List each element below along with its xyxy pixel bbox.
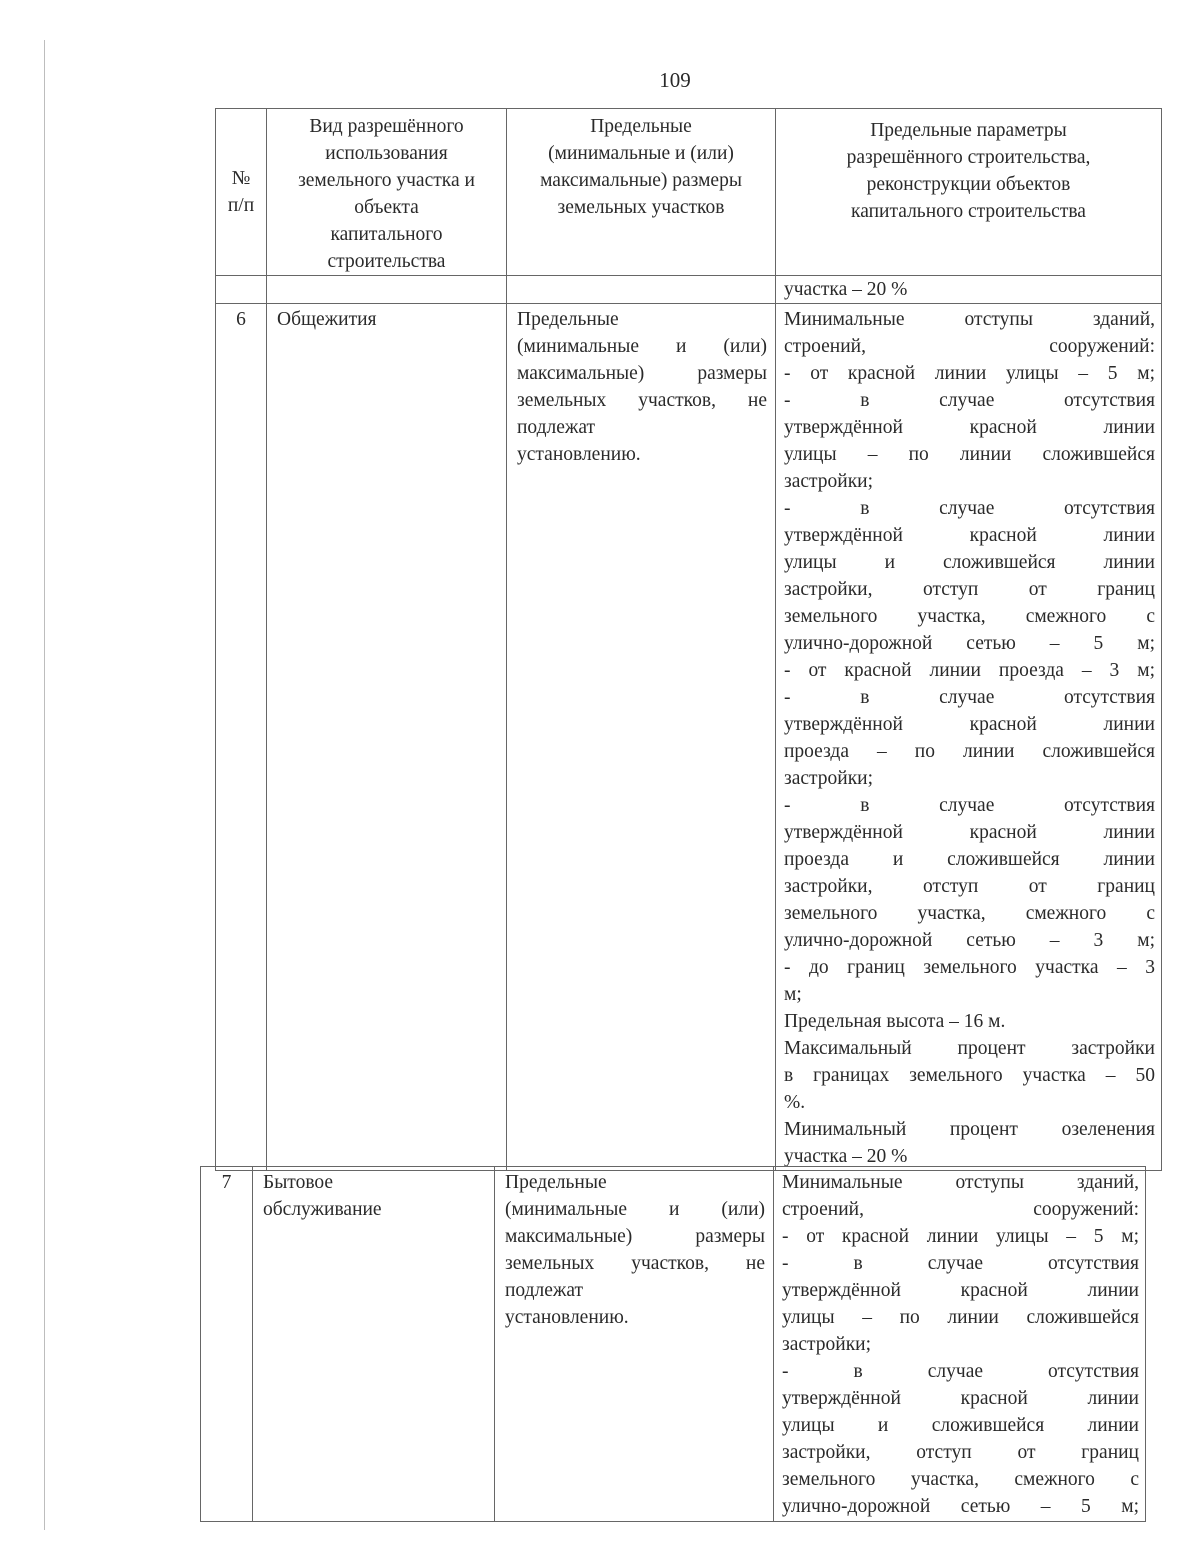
table-header-row [216, 109, 1162, 276]
text-line: застройки, отступ от границ [784, 876, 1155, 897]
text-line: строений, сооружений: [784, 336, 1155, 357]
text-line: - в случае отсутствия [784, 390, 1155, 411]
regulations-table [215, 108, 1162, 1171]
text-line: улицы – по линии сложившейся [784, 444, 1155, 465]
text-line: утверждённой красной линии [782, 1280, 1139, 1301]
text-line: земельного участка, смежного с [784, 606, 1155, 627]
text-line: земельных участков, не [517, 390, 767, 411]
text-line: утверждённой красной линии [784, 714, 1155, 735]
text-line: земельного участка, смежного с [784, 903, 1155, 924]
text-line: утверждённой красной линии [784, 417, 1155, 438]
text-line: Предельные [517, 309, 619, 330]
header-num: № п/п [216, 109, 267, 276]
text-line: застройки, отступ от границ [782, 1442, 1139, 1463]
text-line: проезда и сложившейся линии [784, 849, 1155, 870]
text-line: Максимальный процент застройки [784, 1038, 1155, 1059]
text-line: в границах земельного участка – 50 [784, 1065, 1155, 1086]
text-line: - в случае отсутствия [784, 687, 1155, 708]
text-line: Минимальные отступы зданий, [782, 1172, 1139, 1193]
text-line: земельных участков, не [505, 1253, 765, 1274]
text-line: улицы и сложившейся линии [782, 1415, 1139, 1436]
text-line: застройки, отступ от границ [784, 579, 1155, 600]
text-line: улично-дорожной сетью – 5 м; [784, 633, 1155, 654]
text-line: земельного участка, смежного с [782, 1469, 1139, 1490]
row-parameters [774, 1167, 1146, 1522]
text-line: Минимальный процент озеленения [784, 1119, 1155, 1140]
page-number: 109 [659, 68, 691, 92]
text-line: застройки; [782, 1334, 872, 1355]
text-line: подлежат [517, 417, 596, 438]
row-num: 7 [201, 1167, 253, 1522]
continuation-text: участка – 20 % [776, 276, 1162, 304]
table-row [216, 304, 1162, 1171]
text-line: максимальные) размеры [517, 363, 767, 384]
header-parameters: Предельные параметры разрешённого строительства, реконструкции объектов капитального строительства [776, 109, 1162, 276]
text-line: улицы – по линии сложившейся [782, 1307, 1139, 1328]
header-plot-sizes: Предельные (минимальные и (или) максимальные) размеры земельных участков [507, 109, 776, 276]
header-use-type: Вид разрешённого использования земельного участка и объекта капитального строительства [267, 109, 507, 276]
row-use-type: Общежития [267, 304, 507, 1171]
text-line: подлежат [505, 1280, 584, 1301]
text-line: - от красной линии проезда – 3 м; [784, 660, 1155, 681]
text-line: - от красной линии улицы – 5 м; [782, 1226, 1139, 1247]
text-line: Предельная высота – 16 м. [784, 1011, 1006, 1032]
text-line: - от красной линии улицы – 5 м; [784, 363, 1155, 384]
row-num: 6 [216, 304, 267, 1171]
text-line: строений, сооружений: [782, 1199, 1139, 1220]
text-line: застройки; [784, 471, 874, 492]
text-line: - до границ земельного участка – 3 [784, 957, 1155, 978]
text-line: участка – 20 % [784, 1146, 908, 1167]
text-line: - в случае отсутствия [782, 1253, 1139, 1274]
text-line: установлению. [505, 1307, 629, 1328]
row-parameters [776, 304, 1162, 1171]
text-line: улично-дорожной сетью – 3 м; [784, 930, 1155, 951]
text-line: %. [784, 1092, 806, 1113]
text-line: - в случае отсутствия [784, 795, 1155, 816]
text-line: Предельные [505, 1172, 607, 1193]
text-line: улицы и сложившейся линии [784, 552, 1155, 573]
table-row [201, 1167, 1146, 1522]
text-line: (минимальные и (или) [505, 1199, 765, 1220]
text-line: проезда – по линии сложившейся [784, 741, 1155, 762]
text-line: застройки; [784, 768, 874, 789]
text-line: утверждённой красной линии [782, 1388, 1139, 1409]
scan-margin-line [44, 40, 45, 1530]
text-line: максимальные) размеры [505, 1226, 765, 1247]
row-use-type: Бытовое обслуживание [253, 1167, 495, 1522]
text-line: м; [784, 984, 802, 1005]
table-row-continuation [216, 276, 1162, 304]
text-line: установлению. [517, 444, 641, 465]
row-plot-sizes [495, 1167, 774, 1522]
regulations-table-lower [200, 1166, 1146, 1522]
text-line: (минимальные и (или) [517, 336, 767, 357]
text-line: - в случае отсутствия [784, 498, 1155, 519]
regulations-table-continued [200, 1166, 1146, 1522]
row-plot-sizes [507, 304, 776, 1171]
text-line: утверждённой красной линии [784, 822, 1155, 843]
text-line: утверждённой красной линии [784, 525, 1155, 546]
regulations-table-upper [215, 108, 1162, 1171]
text-line: - в случае отсутствия [782, 1361, 1139, 1382]
text-line: Минимальные отступы зданий, [784, 309, 1155, 330]
text-line: улично-дорожной сетью – 5 м; [782, 1496, 1139, 1517]
